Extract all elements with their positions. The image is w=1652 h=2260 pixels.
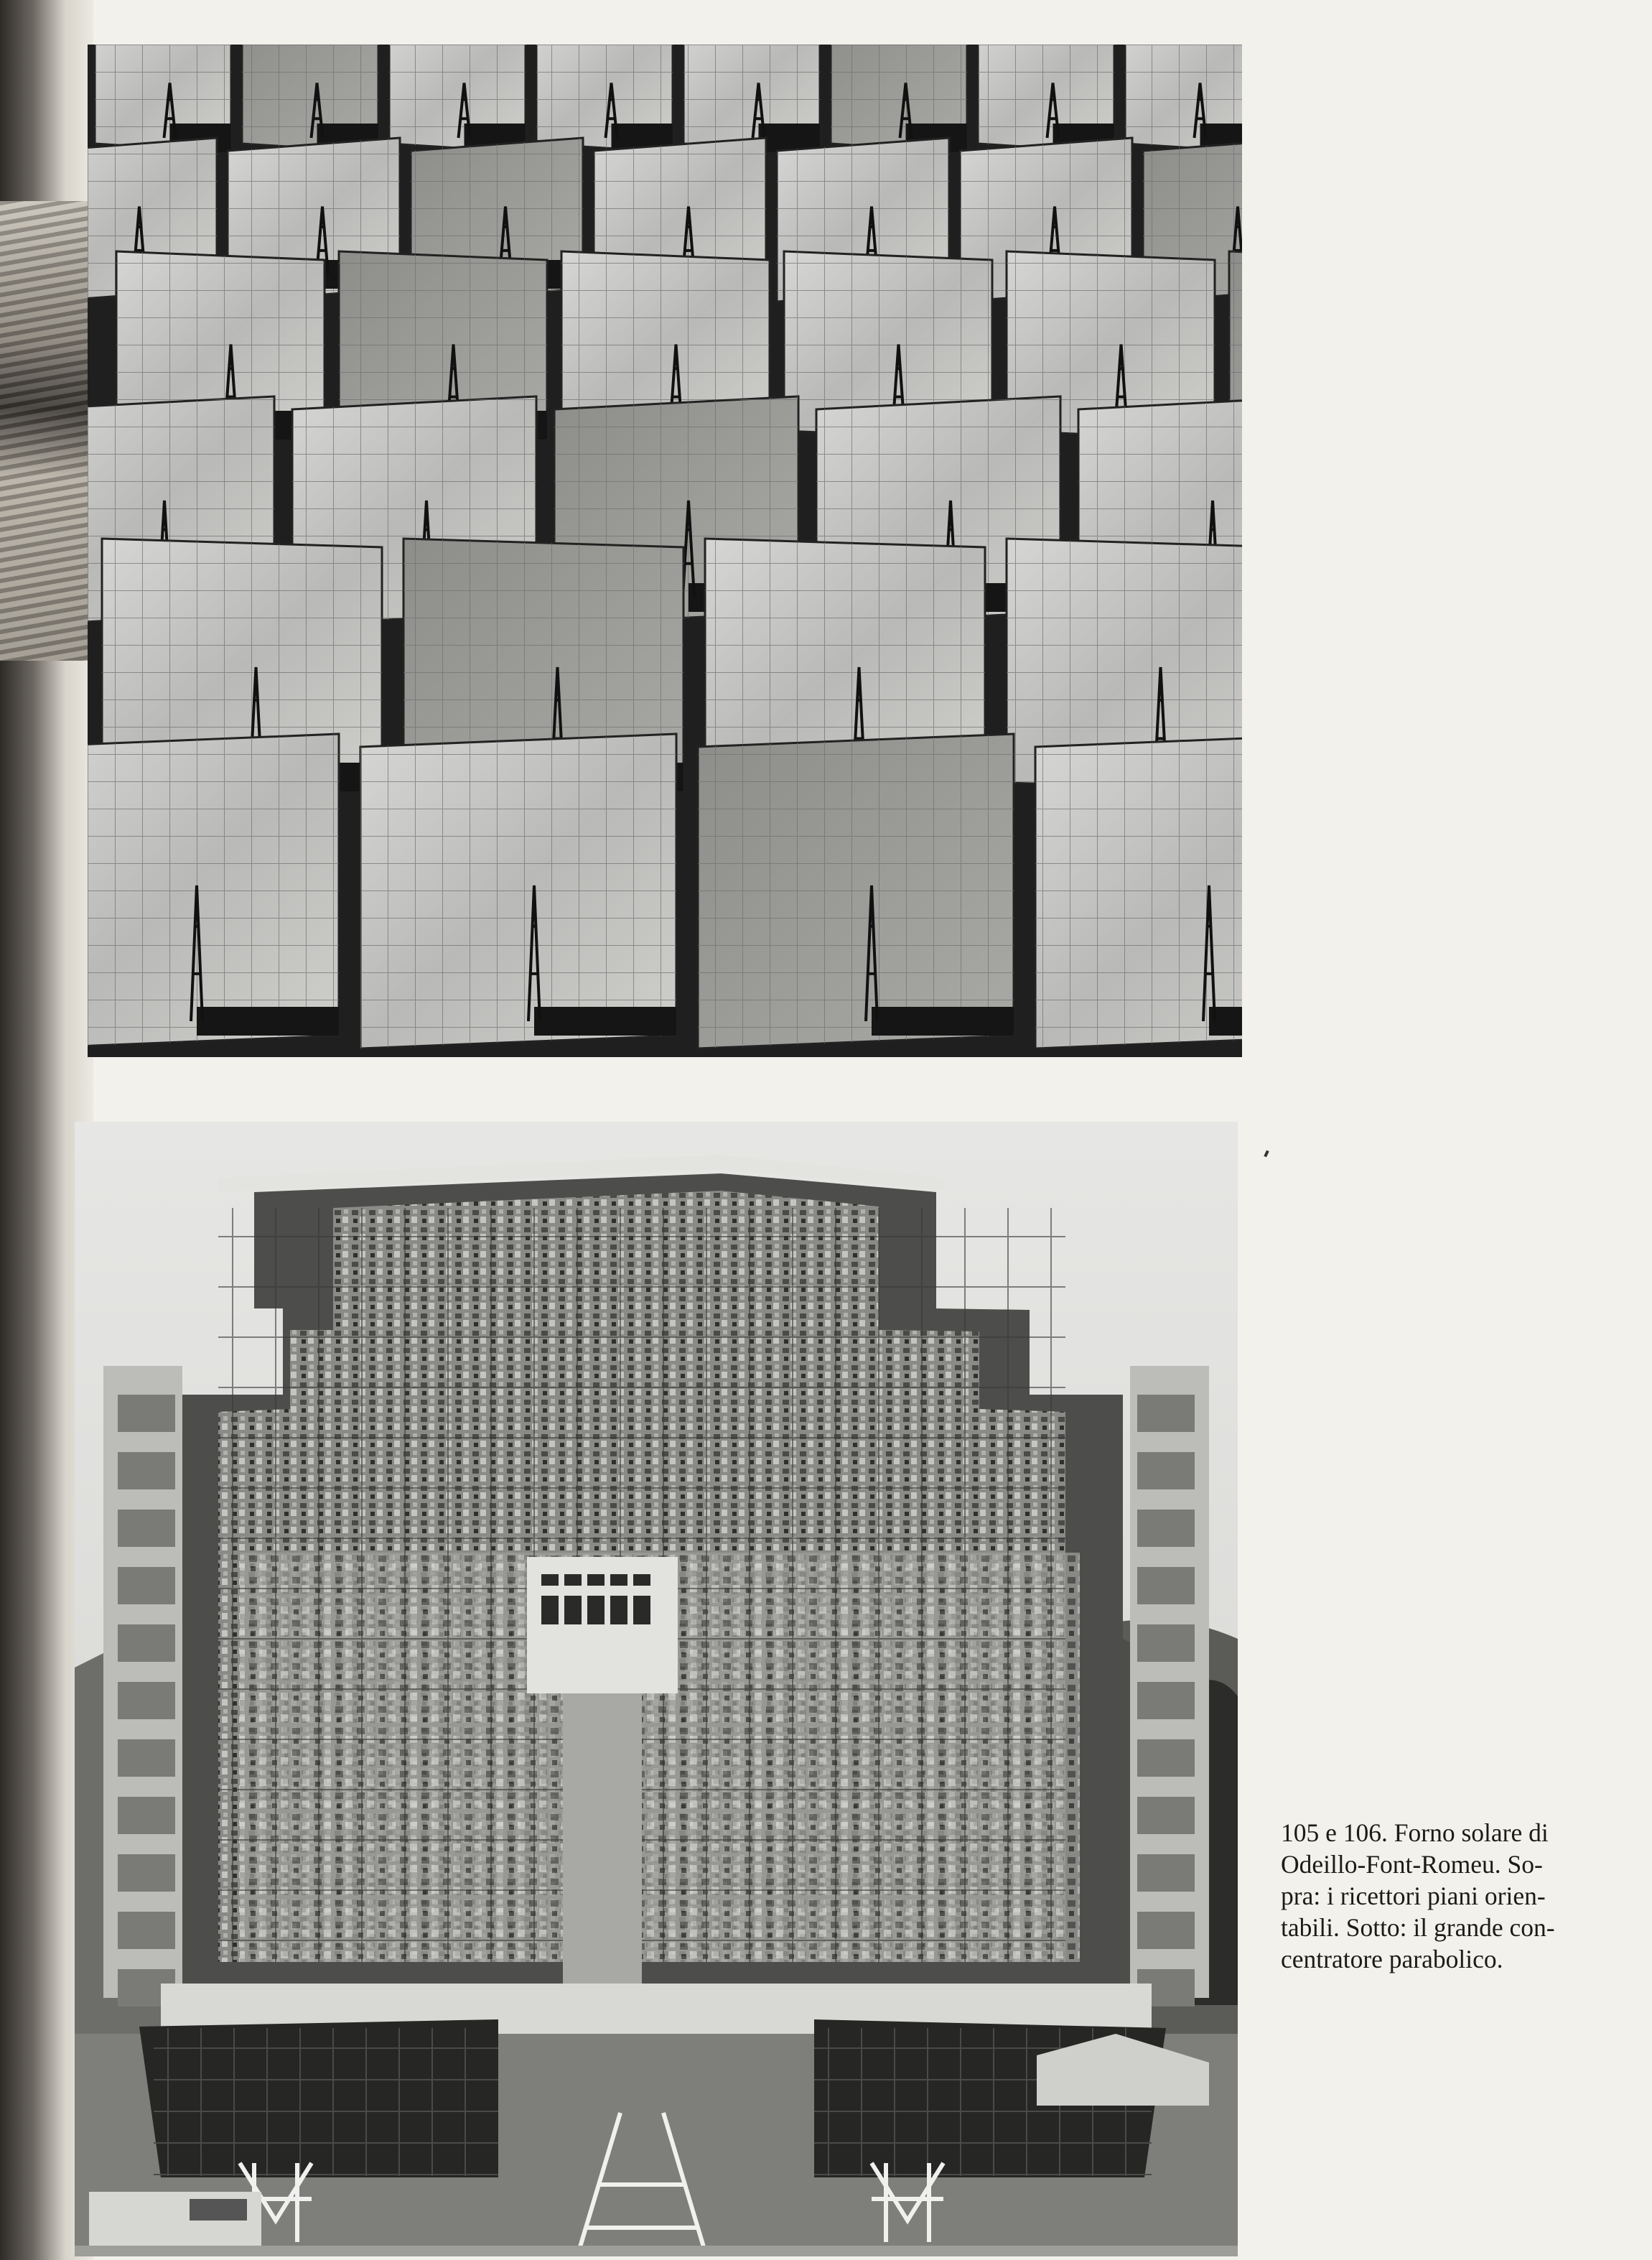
caption-line: tabili. Sotto: il grande con- — [1281, 1913, 1555, 1942]
caption-line: centratore parabolico. — [1281, 1945, 1503, 1973]
figure-caption — [1281, 1817, 1640, 1975]
caption-line: Odeillo-Font-Romeu. So- — [1281, 1850, 1543, 1879]
photo-heliostat-field — [88, 45, 1242, 1057]
parabolic-concentrator-illustration — [75, 1122, 1238, 2256]
stray-mark — [1264, 1150, 1269, 1158]
photo-parabolic-concentrator — [75, 1122, 1238, 2256]
adjacent-page-photo-edge — [0, 201, 88, 661]
heliostat-field-illustration — [88, 45, 1242, 1057]
caption-line: 105 e 106. Forno solare di — [1281, 1818, 1549, 1847]
caption-line: pra: i ricettori piani orien- — [1281, 1882, 1546, 1910]
